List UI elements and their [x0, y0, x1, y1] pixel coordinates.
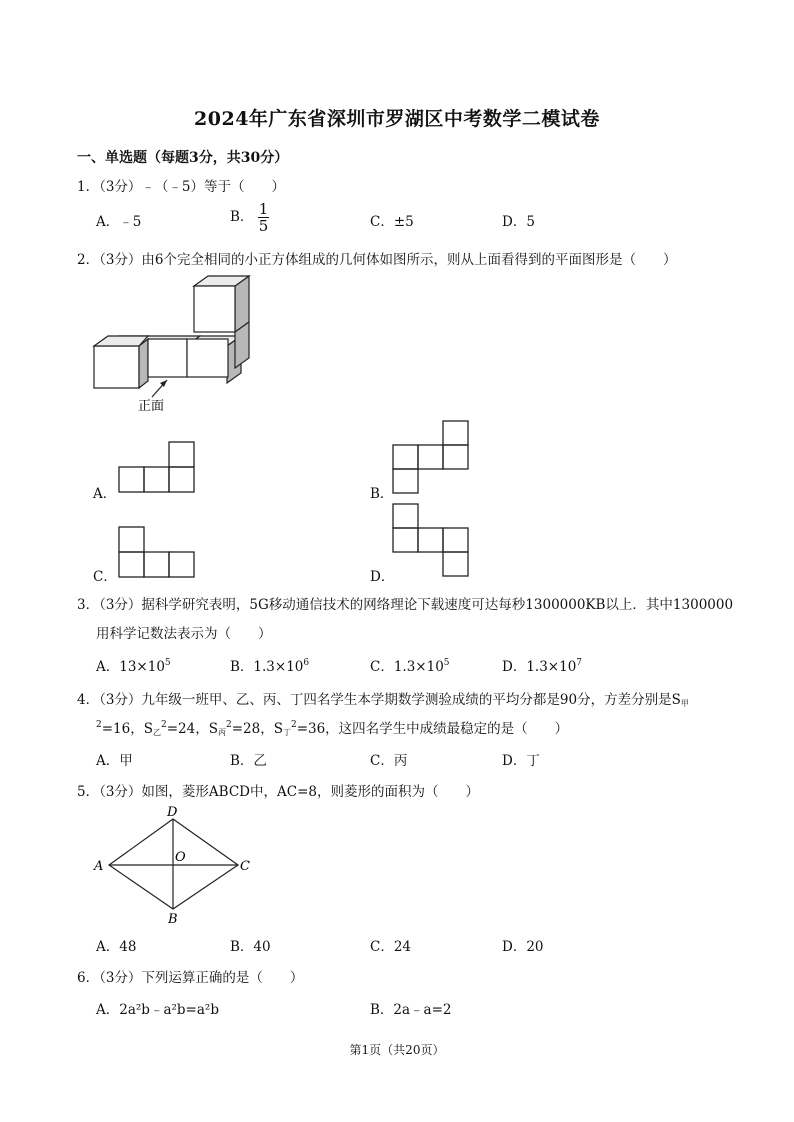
q4-option-b: B．乙	[230, 753, 267, 769]
q2-option-d: D．	[370, 569, 395, 585]
vertex-a-label: A	[94, 859, 104, 874]
front-label: 正面	[138, 399, 165, 414]
q3-option-c-exponent: 5	[443, 658, 450, 668]
q4-exp-2: 2	[160, 720, 167, 730]
q3-option-b-base: B．1.3×10	[230, 659, 304, 675]
q4-l2-part2: =16，S	[101, 721, 153, 737]
rhombus-figure	[92, 805, 262, 925]
question-3-stem-line2: 用科学记数法表示为（ ）	[96, 626, 272, 642]
q2-option-d-figure	[392, 503, 472, 578]
q4-option-a: A．甲	[96, 753, 133, 769]
q4-sub-yi: 乙	[152, 728, 161, 737]
q4-stem-text: 4．（3分）九年级一班甲、乙、丙、丁四名学生本学期数学测验成绩的平均分都是90分，方差分别是S	[77, 692, 681, 708]
q4-sub-bing: 丙	[217, 728, 226, 737]
q3-option-a-exponent: 5	[164, 658, 171, 668]
q2-option-b-figure	[392, 420, 472, 495]
question-5-stem: 5．（3分）如图，菱形ABCD中，AC=8，则菱形的面积为（ ）	[77, 784, 479, 800]
q1-option-b-prefix: B．	[230, 209, 254, 225]
q3-option-a	[96, 655, 171, 675]
page-title: 2024年广东省深圳市罗湖区中考数学二模试卷	[194, 108, 600, 130]
q4-option-d: D．丁	[502, 753, 540, 769]
q3-option-d	[502, 655, 582, 675]
question-2-stem: 2．（3分）由6个完全相同的小正方体组成的几何体如图所示，则从上面看得到的平面图形是（ ）	[77, 252, 677, 268]
q5-option-b: B．40	[230, 939, 271, 955]
q3-option-d-base: D．1.3×10	[502, 659, 577, 675]
vertex-b-label: B	[168, 912, 178, 927]
question-4-stem-line2	[96, 717, 568, 738]
fraction	[258, 201, 270, 234]
q3-option-c	[370, 655, 450, 675]
q6-option-b: B．2a﹣a=2	[370, 1002, 452, 1018]
q1-option-a: A．﹣5	[96, 214, 142, 230]
vertex-c-label: C	[240, 859, 250, 874]
q2-option-c-figure	[118, 526, 198, 581]
q5-option-d: D．20	[502, 939, 544, 955]
q2-option-c: C．	[93, 569, 117, 585]
q3-option-b-exponent: 6	[303, 658, 310, 668]
q4-sub-jia: 甲	[680, 699, 689, 708]
fraction-denominator: 5	[258, 217, 269, 235]
cube-stack-figure	[90, 274, 260, 424]
q4-sub-ding: 丁	[282, 728, 291, 737]
q4-l2-part6: =28，S	[231, 721, 283, 737]
q5-option-c: C．24	[370, 939, 412, 955]
q6-option-a: A．2a²b﹣a²b=a²b	[96, 1002, 219, 1018]
question-4-stem-line1	[77, 688, 689, 709]
q3-option-b	[230, 655, 309, 675]
q4-option-c: C．丙	[370, 753, 408, 769]
q4-exp-3: 2	[225, 720, 232, 730]
q5-option-a: A．48	[96, 939, 137, 955]
q2-option-a: A．	[93, 486, 117, 502]
question-3-stem-line1: 3．（3分）据科学研究表明，5G移动通信技术的网络理论下载速度可达每秒1300000KB以上．其中1300000	[77, 597, 734, 613]
q1-option-c: C．±5	[370, 214, 414, 230]
center-o-label: O	[175, 850, 186, 865]
q2-option-b: B．	[370, 486, 394, 502]
q1-option-d: D．5	[502, 214, 535, 230]
fraction-numerator: 1	[258, 200, 269, 218]
q4-l2-part4: =24，S	[166, 721, 218, 737]
q1-option-b	[230, 201, 269, 234]
q3-option-c-base: C．1.3×10	[370, 659, 444, 675]
q4-l2-part8: =36，这四名学生中成绩最稳定的是（ ）	[296, 721, 569, 737]
q4-exp-1: 2	[96, 720, 102, 730]
page-footer: 第1页（共20页）	[349, 1043, 445, 1057]
q3-option-a-base: A．13×10	[96, 659, 165, 675]
vertex-d-label: D	[167, 805, 178, 820]
section-heading: 一、单选题（每题3分，共30分）	[77, 150, 289, 166]
q3-option-d-exponent: 7	[576, 658, 583, 668]
question-6-stem: 6．（3分）下列运算正确的是（ ）	[77, 970, 304, 986]
q4-exp-4: 2	[290, 720, 297, 730]
q2-option-a-figure	[118, 441, 198, 496]
question-1-stem: 1．（3分）﹣（﹣5）等于（ ）	[77, 179, 286, 195]
